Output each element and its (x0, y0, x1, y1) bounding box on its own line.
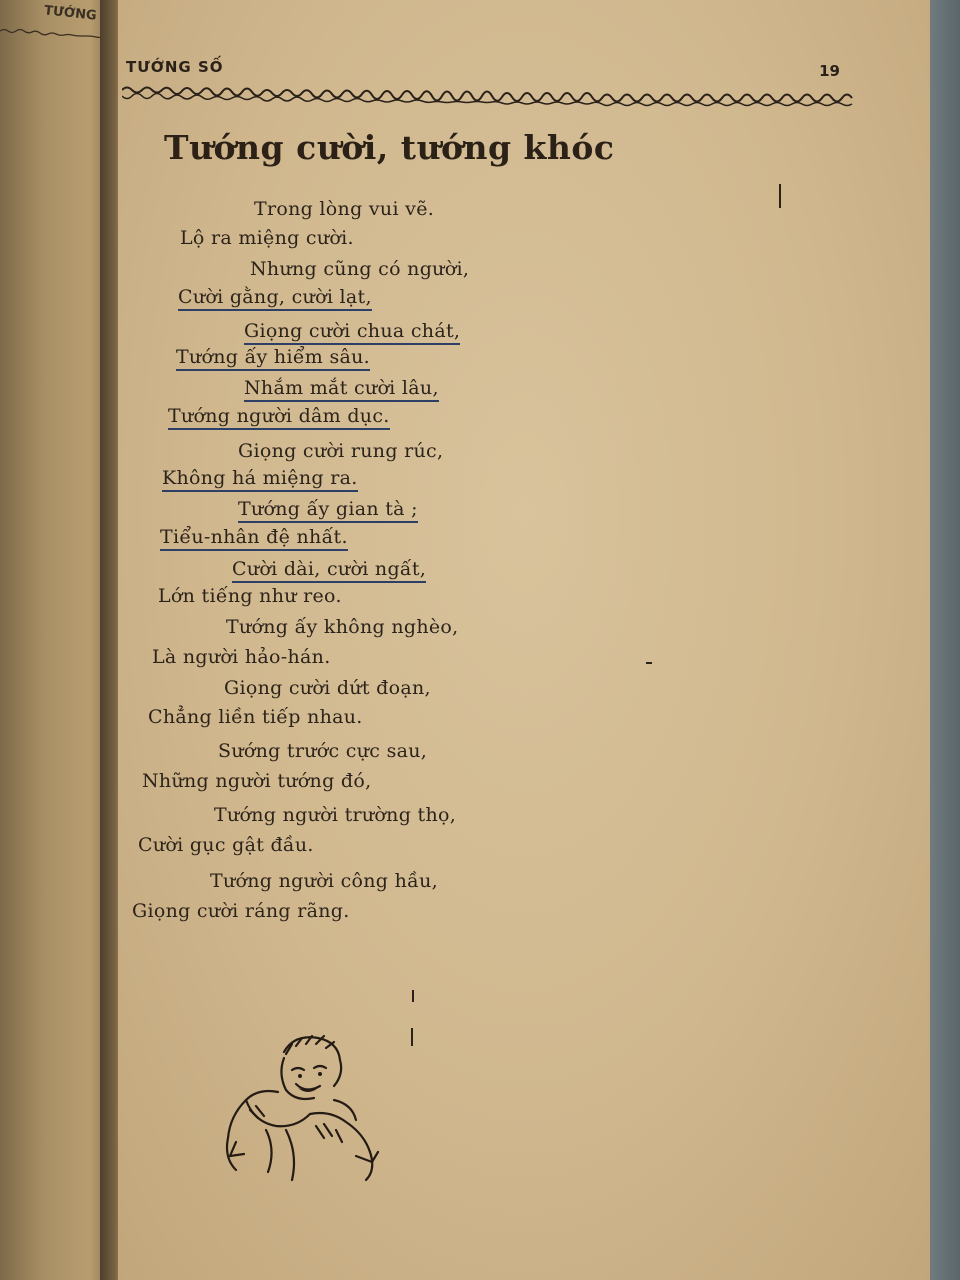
page-number: 19 (819, 62, 840, 80)
poem-line: Nhưng cũng có người, (250, 258, 470, 280)
poem-title: Tướng cười, tướng khóc (164, 128, 615, 167)
ink-speck (646, 662, 652, 664)
ink-speck (779, 184, 781, 208)
poem-line: Tiểu-nhân đệ nhất. (160, 526, 348, 551)
poem-body (118, 0, 718, 960)
poem-line: Tướng người dâm dục. (168, 405, 390, 430)
poem-line: Tướng ấy hiểm sâu. (176, 346, 370, 371)
poem-line: Những người tướng đó, (142, 770, 372, 792)
left-running-head: TƯỚNG (43, 3, 98, 24)
poem-line: Tướng người công hầu, (210, 870, 438, 892)
poem-line: Giọng cười rung rúc, (238, 440, 444, 462)
left-wavy-rule (0, 28, 108, 38)
poem-line: Giọng cười dứt đoạn, (224, 677, 431, 699)
left-page (0, 0, 112, 1280)
poem-line: Cười gằng, cười lạt, (178, 286, 372, 311)
poem-line: Tướng ấy không nghèo, (226, 616, 459, 638)
poem-line: Tướng ấy gian tà ; (238, 498, 418, 523)
poem-line: Chẳng liền tiếp nhau. (148, 706, 363, 728)
poem-line: Sướng trước cực sau, (218, 740, 428, 762)
poem-line: Giọng cười ráng rãng. (132, 900, 350, 922)
poem-line: Lộ ra miệng cười. (180, 227, 354, 249)
poem-line: Trong lòng vui vẽ. (254, 198, 435, 220)
poem-line: Lớn tiếng như reo. (158, 585, 342, 607)
ink-speck (411, 1028, 413, 1046)
poem-line: Nhắm mắt cười lâu, (244, 377, 439, 402)
ink-speck (412, 990, 414, 1002)
right-page (118, 0, 933, 1280)
laughing-man-sketch-icon (206, 1030, 396, 1190)
poem-line: Không há miệng ra. (162, 467, 358, 492)
poem-line: Tướng người trường thọ, (214, 804, 457, 826)
poem-line: Cười dài, cười ngất, (232, 558, 426, 583)
poem-line: Giọng cười chua chát, (244, 320, 460, 345)
poem-line: Là người hảo-hán. (152, 646, 331, 668)
running-head: TƯỚNG SỐ (126, 58, 224, 76)
poem-line: Cười gục gật đầu. (138, 834, 314, 856)
